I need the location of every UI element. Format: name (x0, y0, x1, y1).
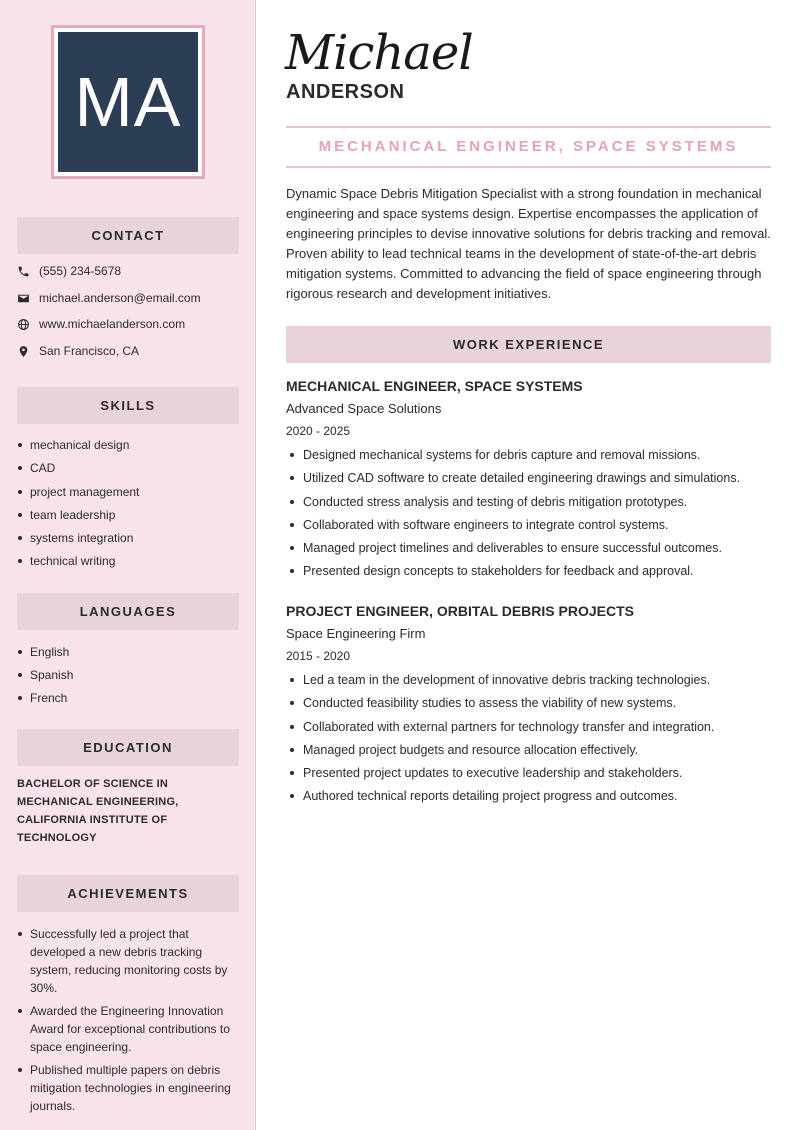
globe-icon (17, 318, 30, 331)
contact-email (17, 289, 201, 307)
main-content (257, 0, 800, 1130)
last-name: ANDERSON (286, 81, 405, 103)
list-item: Designed mechanical systems for debris capture and removal missions. (286, 446, 776, 464)
list-item: Successfully led a project that developed a new debris tracking system, reducing monitoring costs by 30%. (17, 925, 239, 997)
job-company: Advanced Space Solutions (286, 401, 442, 416)
list-item: Managed project timelines and deliverables to ensure successful outcomes. (286, 539, 776, 557)
languages-heading: LANGUAGES (17, 593, 239, 630)
sidebar (0, 0, 256, 1130)
contact-heading: CONTACT (17, 217, 239, 254)
list-item: Collaborated with external partners for technology transfer and integration. (286, 718, 776, 736)
divider-bottom (286, 166, 771, 168)
contact-phone (17, 262, 121, 280)
contact-website (17, 315, 185, 333)
job-bullets (286, 671, 776, 805)
first-name: Michael (285, 25, 473, 81)
job-title: MECHANICAL ENGINEER, SPACE SYSTEMS (318, 138, 739, 155)
job-entry (286, 377, 776, 586)
skills-heading: SKILLS (17, 387, 239, 424)
list-item: Conducted feasibility studies to assess the viability of new systems. (286, 694, 776, 712)
list-item: technical writing (17, 552, 239, 570)
list-item: Presented design concepts to stakeholders for feedback and approval. (286, 562, 776, 580)
list-item: French (17, 689, 239, 707)
list-item: Led a team in the development of innovative debris tracking technologies. (286, 671, 776, 689)
education-degree: BACHELOR OF SCIENCE IN MECHANICAL ENGINEERING, CALIFORNIA INSTITUTE OF TECHNOLOGY (17, 778, 179, 844)
monogram: MA (58, 32, 198, 172)
contact-website-text: www.michaelanderson.com (39, 317, 186, 331)
job-dates: 2015 - 2020 (286, 649, 351, 663)
achievements-list (17, 925, 239, 1120)
job-company: Space Engineering Firm (286, 626, 426, 641)
location-pin-icon (17, 345, 30, 358)
list-item: Managed project budgets and resource allocation effectively. (286, 741, 776, 759)
achievements-heading: ACHIEVEMENTS (17, 875, 239, 912)
email-icon (17, 292, 30, 305)
languages-list (17, 643, 239, 713)
list-item: Conducted stress analysis and testing of debris mitigation prototypes. (286, 493, 776, 511)
job-role: PROJECT ENGINEER, ORBITAL DEBRIS PROJECTS (286, 603, 634, 619)
phone-icon (17, 265, 30, 278)
list-item: Collaborated with software engineers to integrate control systems. (286, 516, 776, 534)
contact-email-text: michael.anderson@email.com (39, 291, 201, 305)
summary: Dynamic Space Debris Mitigation Specialist with a strong foundation in mechanical engineering and space systems design. Expertise encompasses the application of engineering principles to devise innovative solutions for debris tracking and removal. Proven ability to lead technical teams in the development of state-of-the-art debris mitigation systems. Committed to advancing the field of space engineering through rigorous research and development initiatives. (286, 186, 771, 301)
job-dates: 2020 - 2025 (286, 424, 351, 438)
list-item: team leadership (17, 506, 239, 524)
list-item: project management (17, 483, 239, 501)
monogram-frame (51, 25, 205, 179)
contact-location-text: San Francisco, CA (39, 344, 140, 358)
job-entry (286, 602, 776, 811)
list-item: Awarded the Engineering Innovation Award for exceptional contributions to space engineering. (17, 1002, 239, 1056)
contact-phone-text: (555) 234-5678 (39, 264, 122, 278)
list-item: Presented project updates to executive leadership and stakeholders. (286, 764, 776, 782)
list-item: English (17, 643, 239, 661)
list-item: Authored technical reports detailing project progress and outcomes. (286, 787, 776, 805)
list-item: Spanish (17, 666, 239, 684)
work-experience-heading: WORK EXPERIENCE (286, 326, 771, 363)
education-heading: EDUCATION (17, 729, 239, 766)
list-item: systems integration (17, 529, 239, 547)
contact-location (17, 342, 139, 360)
list-item: Utilized CAD software to create detailed engineering drawings and simulations. (286, 469, 776, 487)
list-item: CAD (17, 459, 239, 477)
divider-top (286, 126, 771, 128)
job-bullets (286, 446, 776, 580)
skills-list (17, 436, 239, 576)
job-role: MECHANICAL ENGINEER, SPACE SYSTEMS (286, 378, 583, 394)
list-item: Published multiple papers on debris mitigation technologies in engineering journals. (17, 1061, 239, 1115)
list-item: mechanical design (17, 436, 239, 454)
